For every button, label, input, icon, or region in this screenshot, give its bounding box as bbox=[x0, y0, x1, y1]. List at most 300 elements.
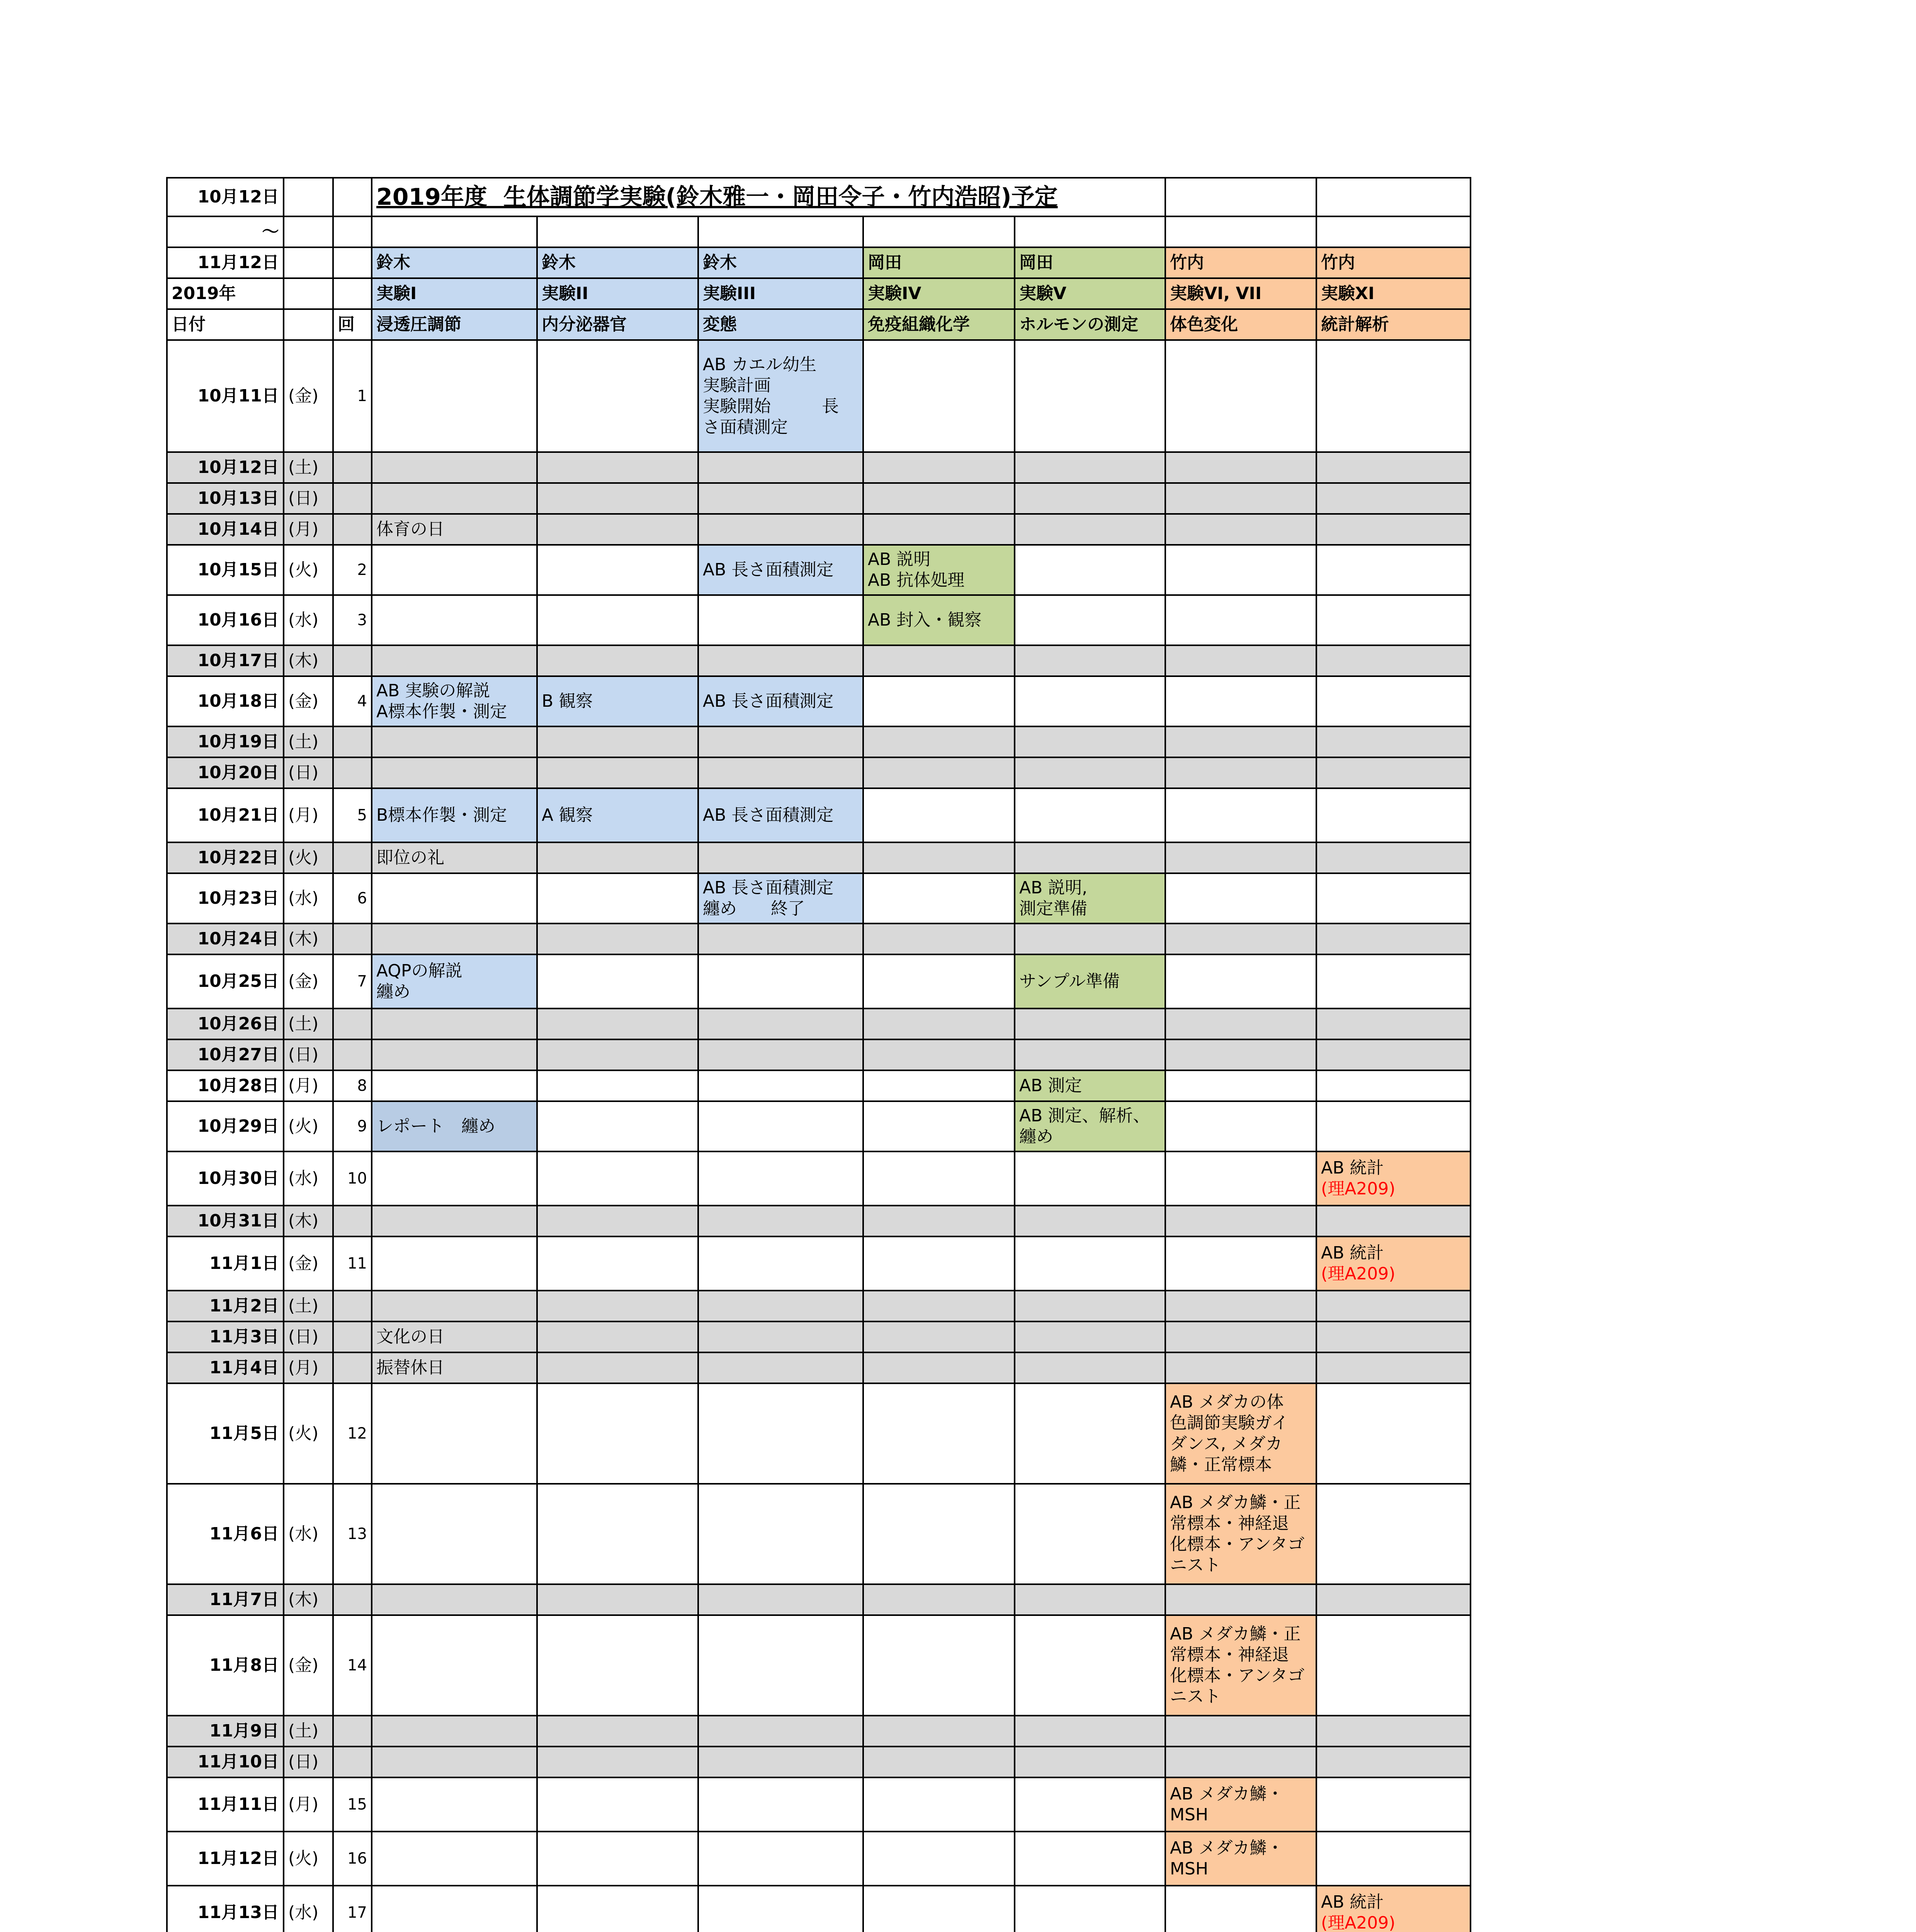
weekday-cell: (金) bbox=[284, 676, 333, 726]
schedule-cell bbox=[698, 1039, 863, 1070]
schedule-cell bbox=[372, 873, 537, 923]
session-number-cell: 15 bbox=[333, 1777, 372, 1832]
schedule-cell bbox=[1015, 483, 1165, 514]
session-number-cell bbox=[333, 1009, 372, 1039]
schedule-row bbox=[167, 726, 1471, 757]
schedule-cell bbox=[537, 1151, 698, 1206]
session-number-cell: 8 bbox=[333, 1070, 372, 1101]
schedule-cell bbox=[1316, 514, 1471, 545]
schedule-cell bbox=[1316, 1291, 1471, 1321]
schedule-row bbox=[167, 1291, 1471, 1321]
header-cell: 11月12日 bbox=[167, 247, 284, 278]
schedule-cell bbox=[1316, 757, 1471, 788]
schedule-cell: AB メダカ鱗・ MSH bbox=[1165, 1832, 1316, 1886]
schedule-cell bbox=[1316, 1352, 1471, 1383]
schedule-cell bbox=[1015, 1886, 1165, 1932]
schedule-cell bbox=[698, 1321, 863, 1352]
schedule-cell bbox=[863, 1009, 1015, 1039]
schedule-cell bbox=[1165, 483, 1316, 514]
date-cell: 11月9日 bbox=[167, 1716, 284, 1747]
header-cell: 内分泌器官 bbox=[537, 309, 698, 340]
header-cell: 回 bbox=[333, 309, 372, 340]
schedule-cell bbox=[863, 1291, 1015, 1321]
schedule-cell bbox=[1015, 1039, 1165, 1070]
session-number-cell: 10 bbox=[333, 1151, 372, 1206]
weekday-cell: (土) bbox=[284, 1716, 333, 1747]
header-cell: 岡田 bbox=[1015, 247, 1165, 278]
schedule-cell bbox=[372, 483, 537, 514]
header-cell bbox=[1316, 216, 1471, 247]
schedule-row bbox=[167, 1584, 1471, 1615]
schedule-cell: サンプル準備 bbox=[1015, 954, 1165, 1009]
schedule-row bbox=[167, 1070, 1471, 1101]
schedule-cell bbox=[698, 1070, 863, 1101]
session-number-cell bbox=[333, 1747, 372, 1777]
session-number-cell: 5 bbox=[333, 788, 372, 842]
date-cell: 10月28日 bbox=[167, 1070, 284, 1101]
header-cell bbox=[333, 216, 372, 247]
schedule-row bbox=[167, 842, 1471, 873]
schedule-cell bbox=[537, 1236, 698, 1291]
header-cell bbox=[333, 247, 372, 278]
header-row bbox=[167, 278, 1471, 309]
schedule-cell bbox=[537, 1716, 698, 1747]
date-cell: 10月14日 bbox=[167, 514, 284, 545]
date-cell: 11月3日 bbox=[167, 1321, 284, 1352]
schedule-cell bbox=[1316, 545, 1471, 595]
schedule-cell bbox=[698, 1615, 863, 1716]
schedule-cell: AB 封入・観察 bbox=[863, 595, 1015, 645]
schedule-cell bbox=[1165, 340, 1316, 452]
date-cell: 10月18日 bbox=[167, 676, 284, 726]
schedule-cell bbox=[1015, 1615, 1165, 1716]
schedule-cell bbox=[1165, 1886, 1316, 1932]
schedule-cell: AB 測定 bbox=[1015, 1070, 1165, 1101]
schedule-cell bbox=[863, 1584, 1015, 1615]
schedule-cell: 体育の日 bbox=[372, 514, 537, 545]
schedule-cell: A 観察 bbox=[537, 788, 698, 842]
schedule-cell bbox=[698, 1716, 863, 1747]
schedule-cell bbox=[1316, 595, 1471, 645]
weekday-cell: (日) bbox=[284, 483, 333, 514]
schedule-cell bbox=[372, 1832, 537, 1886]
room-text: (理A209) bbox=[1321, 1913, 1396, 1932]
schedule-cell bbox=[1316, 1039, 1471, 1070]
schedule-cell bbox=[1015, 1832, 1165, 1886]
schedule-cell bbox=[1015, 1383, 1165, 1484]
schedule-cell bbox=[1015, 842, 1165, 873]
schedule-cell bbox=[372, 757, 537, 788]
header-cell: 実験IV bbox=[863, 278, 1015, 309]
weekday-cell: (月) bbox=[284, 788, 333, 842]
schedule-cell bbox=[372, 726, 537, 757]
schedule-cell bbox=[537, 1039, 698, 1070]
header-cell bbox=[284, 278, 333, 309]
schedule-cell bbox=[372, 452, 537, 483]
header-row bbox=[167, 309, 1471, 340]
schedule-cell bbox=[1316, 1206, 1471, 1236]
schedule-cell bbox=[698, 1009, 863, 1039]
session-number-cell: 7 bbox=[333, 954, 372, 1009]
session-number-cell: 2 bbox=[333, 545, 372, 595]
weekday-cell: (月) bbox=[284, 514, 333, 545]
session-number-cell bbox=[333, 842, 372, 873]
weekday-cell: (木) bbox=[284, 1584, 333, 1615]
schedule-cell bbox=[863, 873, 1015, 923]
schedule-row bbox=[167, 1484, 1471, 1584]
header-cell bbox=[333, 178, 372, 216]
header-cell bbox=[284, 216, 333, 247]
header-cell bbox=[698, 216, 863, 247]
schedule-cell bbox=[1316, 676, 1471, 726]
schedule-cell bbox=[1316, 1832, 1471, 1886]
header-cell: 実験V bbox=[1015, 278, 1165, 309]
weekday-cell: (金) bbox=[284, 1236, 333, 1291]
schedule-cell: AB メダカの体 色調節実験ガイ ダンス, メダカ 鱗・正常標本 bbox=[1165, 1383, 1316, 1484]
schedule-cell bbox=[863, 1886, 1015, 1932]
session-number-cell: 14 bbox=[333, 1615, 372, 1716]
schedule-cell: AQPの解説 纏め bbox=[372, 954, 537, 1009]
schedule-cell bbox=[537, 726, 698, 757]
schedule-cell bbox=[863, 1101, 1015, 1151]
header-cell bbox=[1015, 216, 1165, 247]
session-number-cell bbox=[333, 1321, 372, 1352]
schedule-cell bbox=[537, 873, 698, 923]
schedule-cell bbox=[863, 1151, 1015, 1206]
schedule-cell bbox=[1316, 1777, 1471, 1832]
schedule-cell bbox=[372, 1151, 537, 1206]
schedule-cell bbox=[1165, 1151, 1316, 1206]
schedule-cell bbox=[698, 757, 863, 788]
session-number-cell: 4 bbox=[333, 676, 372, 726]
schedule-cell bbox=[698, 1101, 863, 1151]
schedule-cell bbox=[698, 645, 863, 676]
weekday-cell: (月) bbox=[284, 1352, 333, 1383]
schedule-row bbox=[167, 954, 1471, 1009]
schedule-cell bbox=[863, 757, 1015, 788]
schedule-cell: 即位の礼 bbox=[372, 842, 537, 873]
weekday-cell: (火) bbox=[284, 1383, 333, 1484]
weekday-cell: (木) bbox=[284, 923, 333, 954]
session-number-cell bbox=[333, 514, 372, 545]
schedule-cell bbox=[698, 1832, 863, 1886]
session-number-cell: 3 bbox=[333, 595, 372, 645]
schedule-cell bbox=[863, 452, 1015, 483]
schedule-cell bbox=[1165, 1716, 1316, 1747]
date-cell: 11月11日 bbox=[167, 1777, 284, 1832]
schedule-cell bbox=[372, 923, 537, 954]
header-cell: 実験I bbox=[372, 278, 537, 309]
schedule-cell bbox=[698, 1584, 863, 1615]
header-cell: 鈴木 bbox=[372, 247, 537, 278]
schedule-cell: AB 長さ面積測定 纏め 終了 bbox=[698, 873, 863, 923]
schedule-cell bbox=[698, 1886, 863, 1932]
schedule-row bbox=[167, 1101, 1471, 1151]
schedule-cell bbox=[1165, 1009, 1316, 1039]
schedule-cell bbox=[1015, 595, 1165, 645]
weekday-cell: (木) bbox=[284, 645, 333, 676]
schedule-cell bbox=[1015, 645, 1165, 676]
schedule-cell bbox=[863, 1832, 1015, 1886]
session-number-cell: 12 bbox=[333, 1383, 372, 1484]
schedule-cell bbox=[537, 1070, 698, 1101]
schedule-cell bbox=[1015, 1291, 1165, 1321]
date-cell: 11月7日 bbox=[167, 1584, 284, 1615]
schedule-row bbox=[167, 873, 1471, 923]
header-cell: 免疫組織化学 bbox=[863, 309, 1015, 340]
header-cell: 体色変化 bbox=[1165, 309, 1316, 340]
schedule-cell: 文化の日 bbox=[372, 1321, 537, 1352]
date-cell: 10月24日 bbox=[167, 923, 284, 954]
schedule-row bbox=[167, 1206, 1471, 1236]
header-cell: 実験XI bbox=[1316, 278, 1471, 309]
schedule-cell bbox=[1316, 1151, 1471, 1206]
schedule-cell bbox=[537, 1383, 698, 1484]
schedule-cell bbox=[1316, 954, 1471, 1009]
weekday-cell: (水) bbox=[284, 595, 333, 645]
schedule-cell: AB 説明, 測定準備 bbox=[1015, 873, 1165, 923]
date-cell: 10月30日 bbox=[167, 1151, 284, 1206]
weekday-cell: (火) bbox=[284, 1832, 333, 1886]
schedule-cell bbox=[1165, 514, 1316, 545]
schedule-cell: AB 長さ面積測定 bbox=[698, 788, 863, 842]
schedule-cell bbox=[537, 1009, 698, 1039]
schedule-cell bbox=[372, 1886, 537, 1932]
schedule-cell bbox=[1015, 1584, 1165, 1615]
schedule-cell bbox=[1165, 1584, 1316, 1615]
header-cell: 日付 bbox=[167, 309, 284, 340]
schedule-cell bbox=[698, 1236, 863, 1291]
date-cell: 10月15日 bbox=[167, 545, 284, 595]
header-cell: 鈴木 bbox=[698, 247, 863, 278]
weekday-cell: (木) bbox=[284, 1206, 333, 1236]
schedule-cell bbox=[863, 483, 1015, 514]
header-cell: 竹内 bbox=[1165, 247, 1316, 278]
schedule-cell bbox=[1165, 1070, 1316, 1101]
date-cell: 10月13日 bbox=[167, 483, 284, 514]
schedule-cell bbox=[372, 595, 537, 645]
schedule-cell bbox=[372, 1009, 537, 1039]
schedule-cell: B標本作製・測定 bbox=[372, 788, 537, 842]
weekday-cell: (土) bbox=[284, 726, 333, 757]
schedule-cell bbox=[1015, 545, 1165, 595]
date-cell: 10月16日 bbox=[167, 595, 284, 645]
schedule-cell bbox=[537, 645, 698, 676]
schedule-cell bbox=[537, 1886, 698, 1932]
schedule-cell bbox=[372, 1291, 537, 1321]
schedule-cell bbox=[1015, 1206, 1165, 1236]
schedule-cell bbox=[537, 514, 698, 545]
date-cell: 10月26日 bbox=[167, 1009, 284, 1039]
weekday-cell: (土) bbox=[284, 452, 333, 483]
schedule-cell bbox=[1316, 726, 1471, 757]
schedule-cell bbox=[1015, 788, 1165, 842]
header-cell: ホルモンの測定 bbox=[1015, 309, 1165, 340]
session-number-cell bbox=[333, 1716, 372, 1747]
schedule-cell bbox=[372, 1615, 537, 1716]
header-cell bbox=[863, 216, 1015, 247]
date-cell: 10月25日 bbox=[167, 954, 284, 1009]
schedule-cell bbox=[1165, 645, 1316, 676]
cell-text: AB 統計 bbox=[1321, 1892, 1384, 1912]
header-cell bbox=[284, 178, 333, 216]
header-cell bbox=[372, 216, 537, 247]
schedule-cell bbox=[372, 645, 537, 676]
session-number-cell bbox=[333, 1584, 372, 1615]
schedule-cell bbox=[1165, 1321, 1316, 1352]
schedule-row bbox=[167, 595, 1471, 645]
weekday-cell: (水) bbox=[284, 1484, 333, 1584]
header-cell: 岡田 bbox=[863, 247, 1015, 278]
date-cell: 11月5日 bbox=[167, 1383, 284, 1484]
schedule-cell bbox=[537, 1352, 698, 1383]
date-cell: 11月2日 bbox=[167, 1291, 284, 1321]
date-cell: 10月27日 bbox=[167, 1039, 284, 1070]
date-cell: 10月21日 bbox=[167, 788, 284, 842]
schedule-cell bbox=[1316, 873, 1471, 923]
date-cell: 10月20日 bbox=[167, 757, 284, 788]
schedule-cell bbox=[1165, 1236, 1316, 1291]
schedule-cell bbox=[372, 1747, 537, 1777]
schedule-cell: AB カエル幼生 実験計画 実験開始 長 さ面積測定 bbox=[698, 340, 863, 452]
schedule-cell bbox=[1316, 1236, 1471, 1291]
cell-text: AB 統計 bbox=[1321, 1158, 1384, 1178]
schedule-cell bbox=[698, 1151, 863, 1206]
schedule-cell bbox=[698, 452, 863, 483]
schedule-cell bbox=[537, 483, 698, 514]
schedule-cell: AB メダカ鱗・正 常標本・神経退 化標本・アンタゴ ニスト bbox=[1165, 1484, 1316, 1584]
date-cell: 11月1日 bbox=[167, 1236, 284, 1291]
schedule-cell bbox=[537, 595, 698, 645]
date-cell: 11月13日 bbox=[167, 1886, 284, 1932]
schedule-cell bbox=[537, 1832, 698, 1886]
schedule-row bbox=[167, 1039, 1471, 1070]
schedule-cell bbox=[537, 1321, 698, 1352]
schedule-row bbox=[167, 1383, 1471, 1484]
schedule-cell bbox=[1316, 483, 1471, 514]
schedule-cell bbox=[698, 923, 863, 954]
weekday-cell: (火) bbox=[284, 842, 333, 873]
session-number-cell bbox=[333, 483, 372, 514]
schedule-cell bbox=[1316, 1070, 1471, 1101]
session-number-cell bbox=[333, 452, 372, 483]
schedule-cell bbox=[537, 954, 698, 1009]
schedule-cell: AB 測定、解析、 纏め bbox=[1015, 1101, 1165, 1151]
schedule-cell bbox=[863, 788, 1015, 842]
date-cell: 11月4日 bbox=[167, 1352, 284, 1383]
schedule-cell bbox=[863, 726, 1015, 757]
schedule-row bbox=[167, 1009, 1471, 1039]
schedule-cell bbox=[372, 1236, 537, 1291]
session-number-cell: 16 bbox=[333, 1832, 372, 1886]
date-cell: 11月12日 bbox=[167, 1832, 284, 1886]
schedule-cell bbox=[537, 842, 698, 873]
session-number-cell bbox=[333, 1206, 372, 1236]
schedule-cell bbox=[698, 1484, 863, 1584]
schedule-cell bbox=[537, 1206, 698, 1236]
session-number-cell bbox=[333, 923, 372, 954]
schedule-cell bbox=[537, 1101, 698, 1151]
schedule-cell bbox=[863, 514, 1015, 545]
schedule-row bbox=[167, 1886, 1471, 1932]
header-cell bbox=[333, 278, 372, 309]
schedule-cell bbox=[863, 1206, 1015, 1236]
schedule-cell bbox=[698, 726, 863, 757]
header-cell: 変態 bbox=[698, 309, 863, 340]
schedule-cell bbox=[1165, 595, 1316, 645]
header-cell: 統計解析 bbox=[1316, 309, 1471, 340]
schedule-cell bbox=[698, 1352, 863, 1383]
schedule-cell bbox=[1165, 954, 1316, 1009]
schedule-cell bbox=[863, 340, 1015, 452]
header-cell: ～ bbox=[167, 216, 284, 247]
schedule-cell bbox=[1165, 873, 1316, 923]
schedule-cell bbox=[1015, 452, 1165, 483]
session-number-cell bbox=[333, 1352, 372, 1383]
schedule-cell bbox=[863, 676, 1015, 726]
date-cell: 10月17日 bbox=[167, 645, 284, 676]
weekday-cell: (火) bbox=[284, 545, 333, 595]
schedule-cell bbox=[1316, 1886, 1471, 1932]
schedule-cell bbox=[1165, 545, 1316, 595]
schedule-cell bbox=[698, 514, 863, 545]
schedule-row bbox=[167, 1832, 1471, 1886]
schedule-cell bbox=[537, 757, 698, 788]
schedule-cell bbox=[698, 1291, 863, 1321]
date-cell: 11月6日 bbox=[167, 1484, 284, 1584]
schedule-cell bbox=[1165, 1291, 1316, 1321]
schedule-cell bbox=[1165, 676, 1316, 726]
schedule-cell bbox=[1165, 842, 1316, 873]
schedule-row bbox=[167, 340, 1471, 452]
schedule-cell bbox=[1316, 842, 1471, 873]
date-cell: 11月10日 bbox=[167, 1747, 284, 1777]
weekday-cell: (水) bbox=[284, 873, 333, 923]
date-cell: 10月22日 bbox=[167, 842, 284, 873]
schedule-cell bbox=[1015, 726, 1165, 757]
weekday-cell: (日) bbox=[284, 757, 333, 788]
weekday-cell: (金) bbox=[284, 340, 333, 452]
weekday-cell: (日) bbox=[284, 1039, 333, 1070]
header-cell: 2019年 bbox=[167, 278, 284, 309]
schedule-row bbox=[167, 1716, 1471, 1747]
schedule-cell bbox=[537, 1615, 698, 1716]
schedule-cell bbox=[863, 645, 1015, 676]
schedule-cell bbox=[1015, 1151, 1165, 1206]
schedule-cell bbox=[372, 1777, 537, 1832]
schedule-cell bbox=[863, 1777, 1015, 1832]
schedule-table bbox=[166, 177, 1471, 1932]
schedule-cell: AB 長さ面積測定 bbox=[698, 545, 863, 595]
room-text: (理A209) bbox=[1321, 1179, 1396, 1199]
schedule-cell bbox=[1165, 788, 1316, 842]
schedule-cell bbox=[698, 595, 863, 645]
schedule-row bbox=[167, 1747, 1471, 1777]
date-cell: 10月11日 bbox=[167, 340, 284, 452]
schedule-cell bbox=[537, 452, 698, 483]
schedule-row bbox=[167, 1777, 1471, 1832]
schedule-cell bbox=[372, 545, 537, 595]
schedule-cell bbox=[1015, 1321, 1165, 1352]
schedule-cell bbox=[863, 1615, 1015, 1716]
schedule-cell bbox=[537, 1777, 698, 1832]
session-number-cell: 1 bbox=[333, 340, 372, 452]
schedule-cell bbox=[698, 842, 863, 873]
schedule-cell bbox=[372, 1039, 537, 1070]
schedule-row bbox=[167, 1321, 1471, 1352]
schedule-cell: AB 説明 AB 抗体処理 bbox=[863, 545, 1015, 595]
schedule-cell bbox=[1165, 923, 1316, 954]
